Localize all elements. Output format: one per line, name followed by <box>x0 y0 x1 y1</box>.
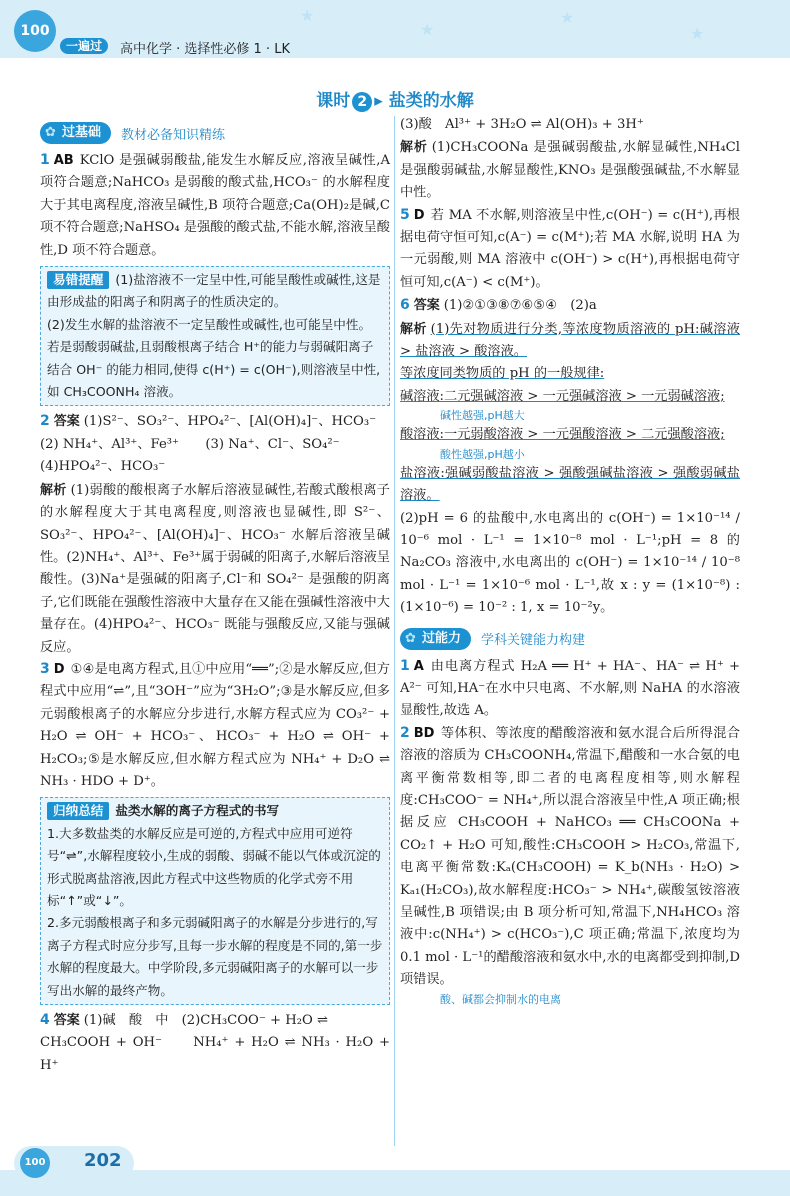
lesson-title <box>0 86 790 112</box>
page-number-badge <box>14 1146 134 1180</box>
logo: 100 <box>14 10 56 52</box>
question-4 <box>40 1009 390 1077</box>
star-icon: ★ <box>420 20 435 39</box>
ability-question-1 <box>400 656 740 723</box>
answer-line: (1)碱 酸 中 (2)CH₃COO⁻ + H₂O ⇌ <box>83 1013 329 1029</box>
section-ability <box>400 626 740 652</box>
question-number: 6 <box>400 297 410 314</box>
question-number: 3 <box>40 660 50 677</box>
question-2 <box>40 410 390 658</box>
explanation-label: 解析 <box>400 140 428 156</box>
answer-key: A <box>413 658 424 674</box>
tip-heading: 盐类水解的离子方程式的书写 <box>115 803 280 819</box>
question-5 <box>400 205 740 295</box>
header-band <box>0 0 790 58</box>
margin-note: 碱性越强,pH越大 <box>440 409 525 423</box>
section-subtitle: 学科关键能力构建 <box>481 633 586 649</box>
explanation-text: KClO 是强碱弱酸盐,能发生水解反应,溶液呈碱性,A 项符合题意;NaHCO₃ 是弱酸的酸式盐,HCO₃⁻ 的水解程度大于其电离程度,溶液呈碱性,B 项符合题意;Ca(OH)₂是碱,C 项不符合题意;NaHSO₄ 是强酸的酸式盐,不能水解,溶液呈酸性,D 项不符合题意。 <box>40 153 390 258</box>
answer-key: D <box>53 661 65 677</box>
question-number: 2 <box>400 724 410 741</box>
star-icon: ★ <box>560 8 575 27</box>
section-tag: ✿ 过能力 <box>400 628 471 650</box>
explanation-text: (1)弱酸的酸根离子水解后溶液显碱性,若酸式酸根离子的水解程度大于其电离程度,则溶液也显碱性,即 S²⁻、SO₃²⁻、HPO₄²⁻、[Al(OH)₄]⁻、HCO₃⁻ 水解后溶液呈碱性。(2)NH₄⁺、Al³⁺、Fe³⁺属于弱碱的阳离子,水解后溶液呈酸性。(3)Na⁺是强碱的阳离子,Cl⁻和 SO₄²⁻ 是强酸的阴离子,它们既能在强酸性溶液中大量存在又能在强碱性溶液中大量存在。(4)HPO₄²⁻、HCO₃⁻ 既能与强酸反应,又能与强碱反应。 <box>40 482 391 655</box>
tip-paragraph: 2.多元弱酸根离子和多元弱碱阳离子的水解是分步进行的,写离子方程式时应分步写,且每一步水解的程度是不同的,第一步水解的程度最大。中学阶段,多元弱碱阳离子的水解可以一步写出水解的最终产物。 <box>47 915 383 998</box>
margin-note: 酸性越强,pH越小 <box>440 447 525 461</box>
brand-label: 一遍过 <box>60 38 108 54</box>
answer-line: CH₃COOH + OH⁻ NH₄⁺ + H₂O ⇌ NH₃ · H₂O + H⁺ <box>40 1035 390 1073</box>
left-column <box>40 114 390 1077</box>
answer-key: AB <box>53 153 74 168</box>
tip-box-summary <box>40 797 390 1005</box>
lesson-name: 盐类的水解 <box>388 91 474 111</box>
explanation-text: (1)CH₃COONa 是强碱弱酸盐,水解显碱性,NH₄Cl 是强酸弱碱盐,水解显酸性,KNO₃ 是强酸强碱盐,不水解显中性。 <box>400 140 740 201</box>
arrow-icon: ▸ <box>374 91 389 111</box>
tip-paragraph: 1.大多数盐类的水解反应是可逆的,方程式中应用可逆符号“⇌”,水解程度较小,生成的弱酸、弱碱不能以气体或沉淀的形式脱离盐溶液,因此方程式中这些物质的化学式旁不用标“↑”或“↓”。 <box>47 825 381 908</box>
answer-line: (1)②①③⑧⑦⑥⑤④ (2)a <box>443 298 597 314</box>
book-title: 高中化学 · 选择性必修 1 · LK <box>120 42 290 57</box>
ability-question-2 <box>400 723 740 992</box>
star-icon: ★ <box>690 24 705 43</box>
section-subtitle: 教材必备知识精练 <box>121 127 226 143</box>
explanation-text: 盐溶液:强碱弱酸盐溶液 > 强酸强碱盐溶液 > 强酸弱碱盐溶液。 <box>400 465 740 504</box>
explanation-text: 碱溶液:二元强碱溶液 > 一元强碱溶液 > 一元弱碱溶液; <box>400 388 725 404</box>
explanation-text: (1)先对物质进行分类,等浓度物质溶液的 pH:碱溶液 > 盐溶液 > 酸溶液。 <box>400 321 740 360</box>
answer-line: (3)酸 Al³⁺ + 3H₂O ⇌ Al(OH)₃ + 3H⁺ <box>400 117 644 132</box>
explanation-text: 等体积、等浓度的醋酸溶液和氨水混合后所得混合溶液的溶质为 CH₃COONH₄,常温下,醋酸和一水合氨的电离平衡常数相等,即二者的电离程度相等,则水解程度:CH₃COO⁻ = NH₄⁺,所以混合溶液呈中性,A 项正确;根据反应 CH₃COOH + NaHCO₃ ══ CH₃COONa + CO₂↑ + H₂O 可知,酸性:CH₃COOH > H₂CO₃,常温下,电离平衡常数:Kₐ(CH₃COOH) = K_b(NH₃ · H₂O) > Kₐ₁(H₂CO₃),故水解程度:HCO₃⁻ > NH₄⁺,碳酸氢铵溶液呈碱性,B 项错误;由 B 项分析可知,常温下,NH₄HCO₃ 溶液中:c(NH₄⁺) > c(HCO₃⁻),C 项正确;常温下,浓度均为 0.1 mol · L⁻¹的醋酸溶液和氨水中,水的电离都受到抑制,D 项错误。 <box>400 725 740 988</box>
page-number: 202 <box>84 1150 122 1171</box>
question-number: 1 <box>400 657 410 674</box>
answer-line: (2) NH₄⁺、Al³⁺、Fe³⁺ (3) Na⁺、Cl⁻、SO₄²⁻ <box>40 436 340 452</box>
explanation-text: 酸溶液:一元弱酸溶液 > 一元强酸溶液 > 二元强酸溶液; <box>400 427 725 443</box>
explanation-text: ①④是电离方程式,且①中应用“══”;②是水解反应,但方程式中应用“⇌”,且“3OH⁻”应为“3H₂O”;③是水解反应,但多元弱酸根离子的水解应分步进行,水解方程式应为 CO₃²⁻ + H₂O ⇌ OH⁻ + HCO₃⁻、HCO₃⁻ + H₂O ⇌ OH⁻ + H₂CO₃;⑤是水解反应,但水解方程式应为 NH₄⁺ + D₂O ⇌ NH₃ · HDO + D⁺。 <box>40 661 390 789</box>
section-basics <box>40 120 390 146</box>
explanation-text: 由电离方程式 H₂A ══ H⁺ + HA⁻、HA⁻ ⇌ H⁺ + A²⁻ 可知,HA⁻在水中只电离、不水解,则 NaHA 的水溶液显酸性,故选 A。 <box>400 658 740 719</box>
question-number: 5 <box>400 206 410 223</box>
tip-paragraph: (2)发生水解的盐溶液不一定呈酸性或碱性,也可能呈中性。若是弱酸弱碱盐,且弱酸根离子结合 H⁺的能力与弱碱阳离子结合 OH⁻ 的能力相同,使得 c(H⁺) = c(OH⁻),则溶液呈中性,如 CH₃COONH₄ 溶液。 <box>47 316 381 400</box>
section-tag: ✿ 过基础 <box>40 122 111 144</box>
answer-label: 答案 <box>413 298 440 314</box>
explanation-text: 若 MA 不水解,则溶液呈中性,c(OH⁻) = c(H⁺),再根据电荷守恒可知,c(A⁻) = c(M⁺);若 MA 水解,说明 HA 为一元弱酸,则 MA 溶液中 c(OH⁻) > c(H⁺),再根据电荷守恒可知,c(A⁻) < c(M⁺)。 <box>400 207 740 290</box>
tip-title: 归纳总结 <box>47 802 109 820</box>
tip-paragraph: (1)盐溶液不一定呈中性,可能呈酸性或碱性,这是由形成盐的阳离子和阴离子的性质决定的。 <box>47 272 381 310</box>
star-icon: ★ <box>300 6 315 25</box>
answer-label: 答案 <box>53 414 80 430</box>
question-1 <box>40 150 390 262</box>
question-6 <box>400 294 740 619</box>
right-column <box>400 114 740 1008</box>
question-number: 2 <box>40 413 50 430</box>
explanation-text: (2)pH = 6 的盐酸中,水电离出的 c(OH⁻) = 1×10⁻¹⁴ / 10⁻⁶ mol · L⁻¹ = 1×10⁻⁸ mol · L⁻¹;pH = 8 的 Na₂CO₃ 溶液中,水电离出的 c(OH⁻) = 1×10⁻¹⁴ / 10⁻⁸ mol · L⁻¹ = 1×10⁻⁶ mol · L⁻¹,故 x : y = (1×10⁻⁸) : (1×10⁻⁶) = 10⁻² : 1, x = 10⁻²y。 <box>400 510 740 616</box>
lesson-number: 2 <box>352 92 372 112</box>
column-divider <box>394 116 395 1146</box>
answer-key: BD <box>413 725 435 741</box>
tip-title: 易错提醒 <box>47 271 109 289</box>
lesson-prefix: 课时 <box>316 91 351 111</box>
question-number: 1 <box>40 152 50 168</box>
explanation-text: 等浓度同类物质的 pH 的一般规律: <box>400 366 605 382</box>
answer-label: 答案 <box>53 1013 80 1029</box>
answer-line: (1)S²⁻、SO₃²⁻、HPO₄²⁻、[Al(OH)₄]⁻、HCO₃⁻ <box>83 414 377 430</box>
explanation-label: 解析 <box>400 321 427 337</box>
question-3 <box>40 659 390 793</box>
answer-key: D <box>413 207 425 223</box>
question-4-continued <box>400 114 740 205</box>
margin-note: 酸、碱都会抑制水的电离 <box>440 992 561 1006</box>
question-number: 4 <box>40 1012 50 1029</box>
answer-line: (4)HPO₄²⁻、HCO₃⁻ <box>40 459 166 475</box>
mascot-icon: 100 <box>20 1148 50 1178</box>
explanation-label: 解析 <box>40 482 67 498</box>
tip-box-mistakes <box>40 266 390 406</box>
